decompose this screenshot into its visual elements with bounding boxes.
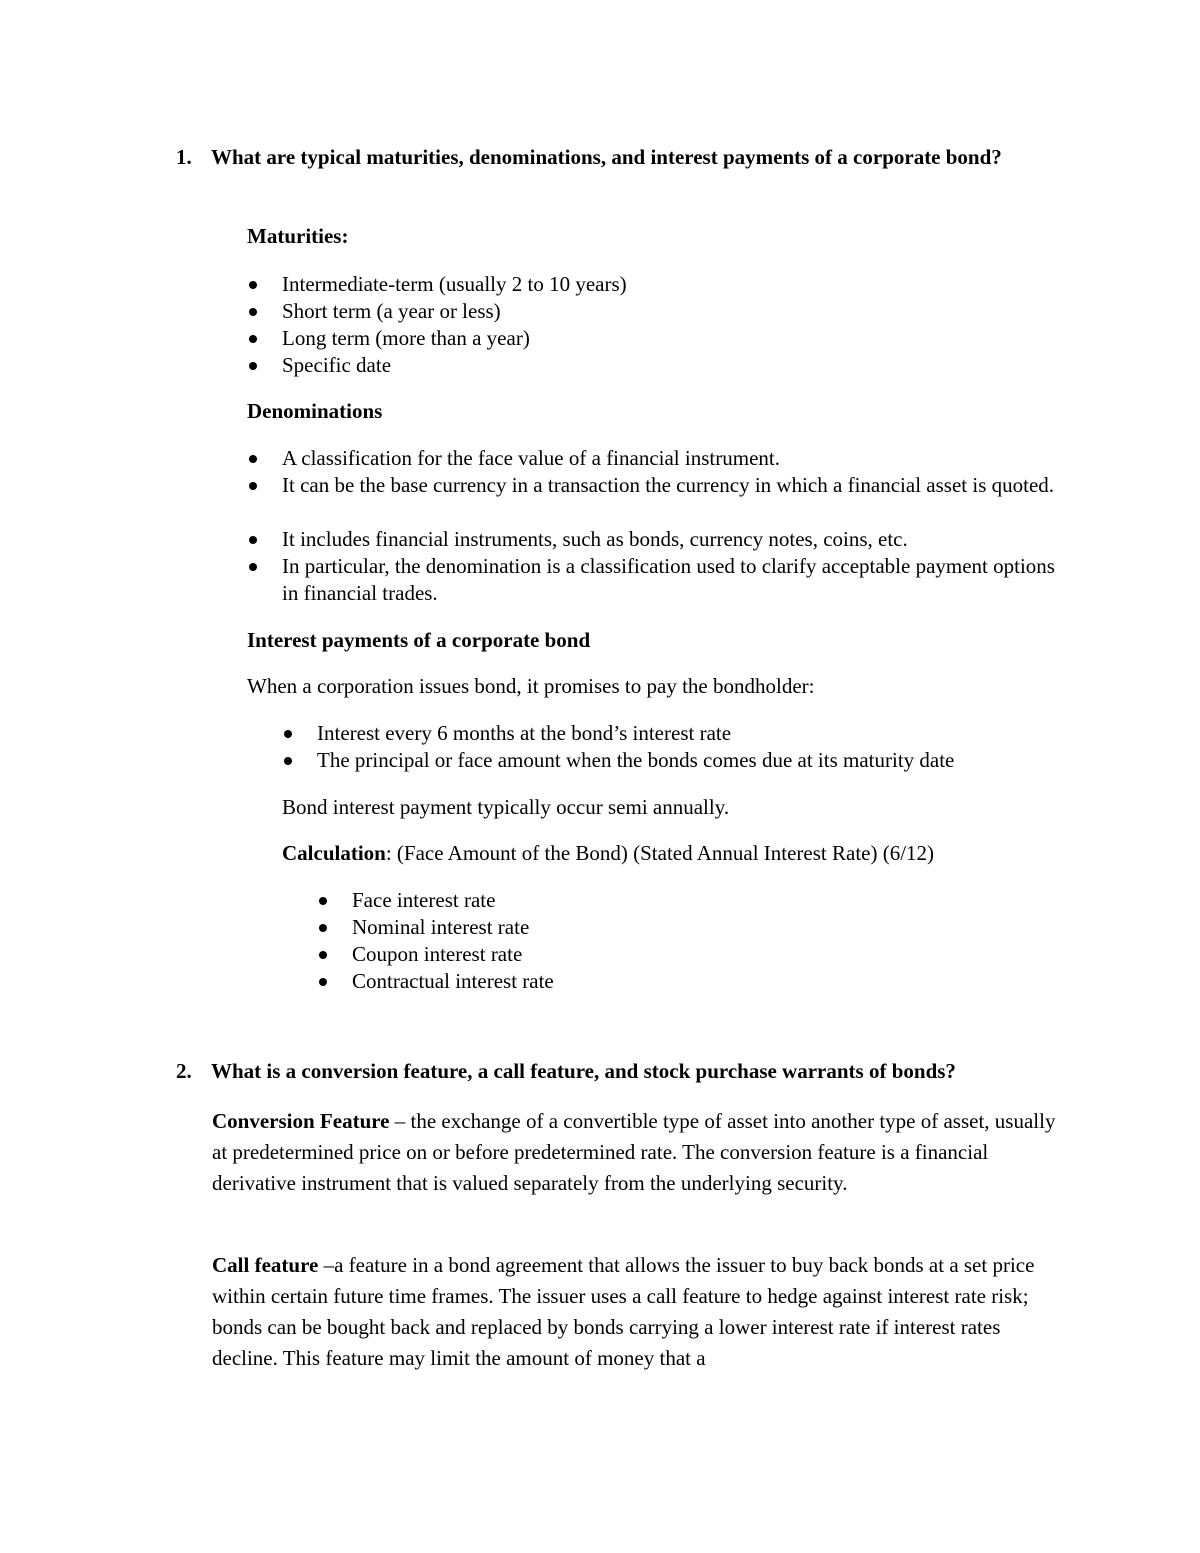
list-item: It can be the base currency in a transaction the currency in which a financial asset is quoted. <box>247 472 1057 499</box>
bullet-icon <box>249 536 257 544</box>
bullet-icon <box>249 335 257 343</box>
conversion-feature-paragraph <box>212 1106 1057 1199</box>
list-item: Short term (a year or less) <box>247 298 501 325</box>
question-number: 1. <box>176 145 192 169</box>
bullet-icon <box>249 281 257 289</box>
question-1 <box>176 142 1056 173</box>
list-item: Contractual interest rate <box>317 968 554 995</box>
calculation-formula: : (Face Amount of the Bond) (Stated Annual Interest Rate) (6/12) <box>385 841 935 865</box>
bullet-icon <box>319 951 327 959</box>
list-item: It includes financial instruments, such as bonds, currency notes, coins, etc. <box>247 526 1057 553</box>
bullet-icon <box>249 482 257 490</box>
bullet-icon <box>284 730 292 738</box>
list-item: Face interest rate <box>317 887 495 914</box>
calculation-line <box>282 840 934 867</box>
question-text: What are typical maturities, denominations, and interest payments of a corporate bond? <box>211 145 1002 169</box>
call-feature-label: Call feature <box>212 1253 319 1277</box>
bullet-icon <box>284 757 292 765</box>
bullet-icon <box>319 897 327 905</box>
bullet-icon <box>249 362 257 370</box>
list-item: Coupon interest rate <box>317 941 522 968</box>
question-number: 2. <box>176 1059 192 1083</box>
list-item: In particular, the denomination is a classification used to clarify acceptable payment options in financial trades. <box>247 553 1057 607</box>
maturities-heading: Maturities: <box>247 224 349 248</box>
conversion-feature-label: Conversion Feature <box>212 1109 390 1133</box>
bullet-icon <box>249 455 257 463</box>
list-item: A classification for the face value of a financial instrument. <box>247 445 1057 472</box>
list-item: Long term (more than a year) <box>247 325 530 352</box>
bullet-icon <box>319 924 327 932</box>
question-text: What is a conversion feature, a call feature, and stock purchase warrants of bonds? <box>211 1059 956 1083</box>
list-item: Interest every 6 months at the bond’s interest rate <box>282 720 731 747</box>
list-item: Intermediate-term (usually 2 to 10 years) <box>247 271 627 298</box>
conversion-feature-text: – the exchange of a convertible type of asset into another type of asset, usually at predetermined price on or before predetermined rate. The conversion feature is a financial derivative instrument that is valued separately from the underlying security. <box>212 1109 1056 1195</box>
interest-intro: When a corporation issues bond, it promises to pay the bondholder: <box>247 674 815 698</box>
bullet-icon <box>249 308 257 316</box>
call-feature-paragraph <box>212 1250 1057 1374</box>
list-item: The principal or face amount when the bonds comes due at its maturity date <box>282 747 954 774</box>
denominations-heading: Denominations <box>247 399 383 423</box>
calculation-label: Calculation <box>282 841 386 865</box>
interest-heading: Interest payments of a corporate bond <box>247 628 591 652</box>
bullet-icon <box>249 563 257 571</box>
call-feature-text: –a feature in a bond agreement that allows the issuer to buy back bonds at a set price within certain future time frames. The issuer uses a call feature to hedge against interest rate risk; bonds can be bought back and replaced by bonds carrying a lower interest rate if interest rates decline. This feature may limit the amount of money that a <box>212 1253 1035 1370</box>
interest-note: Bond interest payment typically occur semi annually. <box>282 795 730 819</box>
list-item: Nominal interest rate <box>317 914 529 941</box>
list-item: Specific date <box>247 352 391 379</box>
bullet-icon <box>319 978 327 986</box>
question-2 <box>176 1056 1056 1087</box>
